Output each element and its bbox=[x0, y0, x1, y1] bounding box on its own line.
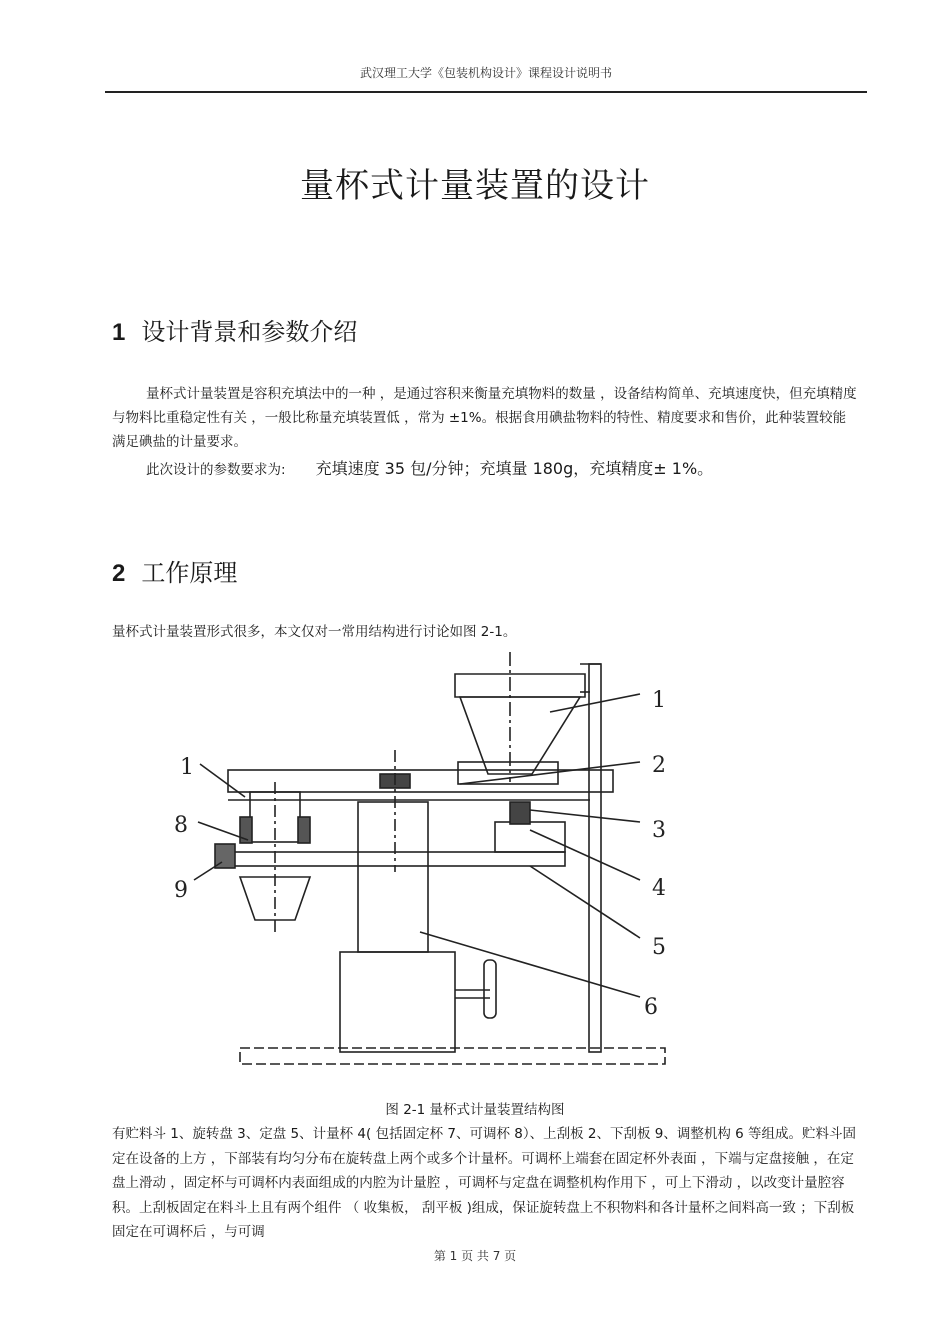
right-cup bbox=[495, 822, 565, 852]
label-2: 2 bbox=[652, 753, 666, 778]
fixed-plate bbox=[220, 852, 565, 866]
center-column bbox=[358, 802, 428, 952]
label-1-left: 1 bbox=[180, 755, 194, 780]
motor-box bbox=[340, 952, 455, 1052]
params-label: 此次设计的参数要求为: bbox=[146, 462, 286, 478]
section-1-params bbox=[146, 456, 713, 479]
hopper-rim bbox=[455, 674, 585, 697]
section-1-paragraph: 量杯式计量装置是容积充填法中的一种 ，是通过容积来衡量充填物料的数量 ，设备结构简单、充填速度快，但充填精度与物料比重稳定性有关 ，一般比称量充填装置低 ，常为 ±1%。根据食用碘盐物料的特性、精度要求和售价，此种装置较能满足碘盐的计量要求。 bbox=[112, 386, 857, 450]
section-2-heading bbox=[112, 553, 237, 588]
label-5: 5 bbox=[652, 935, 666, 960]
section-2-intro: 量杯式计量装置形式很多，本文仅对一常用结构进行讨论如图 2-1。 bbox=[112, 624, 517, 640]
figure-caption: 图 2-1 量杯式计量装置结构图 bbox=[385, 1102, 565, 1118]
label-3: 3 bbox=[652, 818, 666, 843]
label-6: 6 bbox=[644, 995, 658, 1020]
label-4: 4 bbox=[652, 876, 666, 901]
section-1-title: 设计背景和参数介绍 bbox=[141, 318, 358, 346]
section-1-heading bbox=[112, 312, 357, 347]
section-2-title: 工作原理 bbox=[141, 559, 238, 587]
label-9: 9 bbox=[174, 878, 188, 903]
handwheel bbox=[484, 960, 496, 1018]
params-value: 充填速度 35 包/分钟；充填量 180g，充填精度± 1%。 bbox=[315, 459, 714, 478]
document-title: 量杯式计量装置的设计 bbox=[300, 166, 650, 206]
rotary-disk bbox=[228, 770, 613, 792]
structure-diagram bbox=[170, 652, 680, 1072]
label-1: 1 bbox=[652, 688, 666, 713]
header-divider bbox=[105, 91, 867, 93]
running-header: 武汉理工大学《包装机构设计》课程设计说明书 bbox=[359, 66, 612, 80]
label-8: 8 bbox=[174, 813, 188, 838]
section-1-number: 1 bbox=[112, 319, 126, 346]
page-footer: 第 1 页 共 7 页 bbox=[433, 1249, 517, 1263]
section-2-number: 2 bbox=[112, 560, 126, 587]
upper-scraper bbox=[458, 762, 558, 784]
body-paragraph: 有贮料斗 1、旋转盘 3、定盘 5、计量杯 4( 包括固定杯 7、可调杯 8）、上刮板 2、下刮板 9、调整机构 6 等组成。贮料斗固定在设备的上方 ，下部装有均匀分布在旋转盘上两个或多个计量杯。可调杯上端套在固定杯外表面 ，下端与定盘接触 ，在定盘上滑动 ，固定杯与可调杯内表面组成的内腔为计量腔 ，可调杯与定盘在调整机构作用下 ，可上下滑动 ，以改变计量腔容积。上刮板固定在料斗上且有两个组件 （ 收集板， 刮平板 )组成，保证旋转盘上不积物料和各计量杯之间料高一致 ；下刮板固定在可调杯后 ，与可调 bbox=[112, 1126, 857, 1240]
